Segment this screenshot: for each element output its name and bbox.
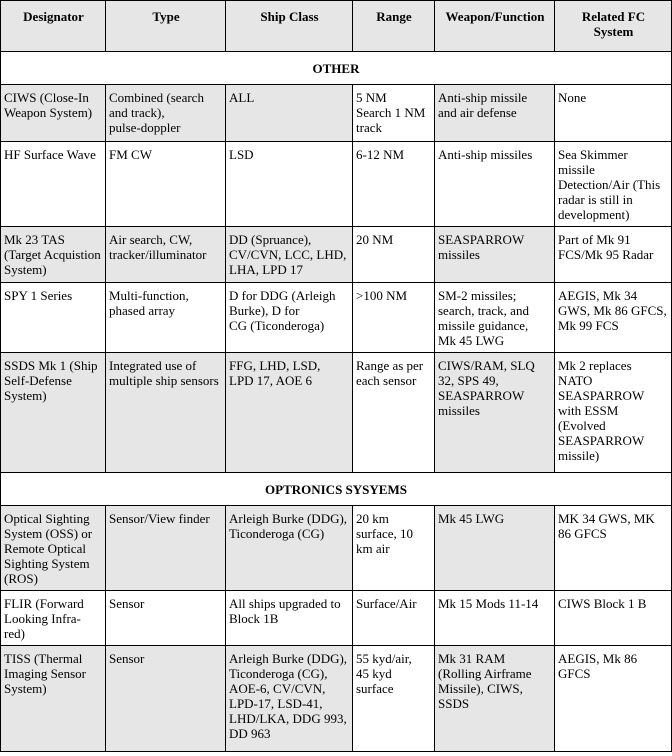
cell-type: Integrated use of multiple ship sensors [106,353,226,473]
cell-ship-class: Arleigh Burke (DDG), Ticonderoga (CG) [226,506,353,591]
cell-related-fc: MK 34 GWS, MK 86 GFCS [555,506,672,591]
cell-ship-class: All ships upgraded to Block 1B [226,591,353,646]
cell-type: Sensor/View finder [106,506,226,591]
cell-weapon-function: Mk 15 Mods 11-14 [435,591,555,646]
section-title-optronics: OPTRONICS SYSYEMS [1,473,672,506]
cell-type: Combined (search and track), pulse-doppler [106,85,226,142]
cell-designator: HF Surface Wave [1,142,106,227]
cell-weapon-function: SM-2 missiles; search, track, and missile guidance, Mk 45 LWG [435,283,555,353]
cell-related-fc: None [555,85,672,142]
table-row [1,591,672,646]
cell-designator: SPY 1 Series [1,283,106,353]
cell-ship-class: Arleigh Burke (DDG), Ticonderoga (CG), AOE-6, CV/CVN, LPD-17, LSD-41, LHD/LKA, DDG 993, DD 963 [226,646,353,752]
cell-related-fc: Sea Skimmer missile Detection/Air (This radar is still in development) [555,142,672,227]
cell-type: Multi-function, phased array [106,283,226,353]
header-type: Type [106,1,226,52]
table-row [1,227,672,283]
cell-related-fc: Part of Mk 91 FCS/Mk 95 Radar [555,227,672,283]
cell-related-fc: Mk 2 replaces NATO SEASPARROW with ESSM (Evolved SEASPARROW missile) [555,353,672,473]
cell-range: 20 km surface, 10 km air [353,506,435,591]
cell-weapon-function: Anti-ship missile and air defense [435,85,555,142]
table-row [1,283,672,353]
table-row [1,353,672,473]
cell-ship-class: D for DDG (Arleigh Burke), D for CG (Ticonderoga) [226,283,353,353]
cell-ship-class: FFG, LHD, LSD, LPD 17, AOE 6 [226,353,353,473]
table-row [1,85,672,142]
header-weapon-function: Weapon/Function [435,1,555,52]
cell-type: FM CW [106,142,226,227]
cell-designator: Mk 23 TAS (Target Acquistion System) [1,227,106,283]
section-row-other [1,52,672,85]
cell-range: 5 NM Search 1 NM track [353,85,435,142]
section-row-optronics [1,473,672,506]
cell-range: Range as per each sensor [353,353,435,473]
cell-designator: CIWS (Close-In Weapon System) [1,85,106,142]
header-range: Range [353,1,435,52]
cell-range: Surface/Air [353,591,435,646]
cell-type: Sensor [106,646,226,752]
cell-designator: Optical Sighting System (OSS) or Remote Optical Sighting System (ROS) [1,506,106,591]
cell-ship-class: ALL [226,85,353,142]
cell-weapon-function: SEASPARROW missiles [435,227,555,283]
cell-related-fc: AEGIS, Mk 34 GWS, Mk 86 GFCS, Mk 99 FCS [555,283,672,353]
cell-weapon-function: Mk 31 RAM (Rolling Airframe Missile), CIWS, SSDS [435,646,555,752]
table-row [1,506,672,591]
header-related-fc: Related FC System [555,1,672,52]
cell-range: 55 kyd/air, 45 kyd surface [353,646,435,752]
header-ship-class: Ship Class [226,1,353,52]
cell-weapon-function: CIWS/RAM, SLQ 32, SPS 49, SEASPARROW missiles [435,353,555,473]
header-designator: Designator [1,1,106,52]
cell-range: 6-12 NM [353,142,435,227]
cell-related-fc: AEGIS, Mk 86 GFCS [555,646,672,752]
header-row [1,1,672,52]
cell-designator: TISS (Thermal Imaging Sensor System) [1,646,106,752]
cell-ship-class: LSD [226,142,353,227]
cell-designator: FLIR (Forward Looking Infra- red) [1,591,106,646]
section-title-other: OTHER [1,52,672,85]
cell-range: 20 NM [353,227,435,283]
cell-range: >100 NM [353,283,435,353]
cell-type: Sensor [106,591,226,646]
cell-type: Air search, CW, tracker/illuminator [106,227,226,283]
cell-weapon-function: Anti-ship missiles [435,142,555,227]
cell-weapon-function: Mk 45 LWG [435,506,555,591]
cell-related-fc: CIWS Block 1 B [555,591,672,646]
table-row [1,646,672,752]
table-row [1,142,672,227]
cell-ship-class: DD (Spruance), CV/CVN, LCC, LHD, LHA, LPD 17 [226,227,353,283]
cell-designator: SSDS Mk 1 (Ship Self-Defense System) [1,353,106,473]
